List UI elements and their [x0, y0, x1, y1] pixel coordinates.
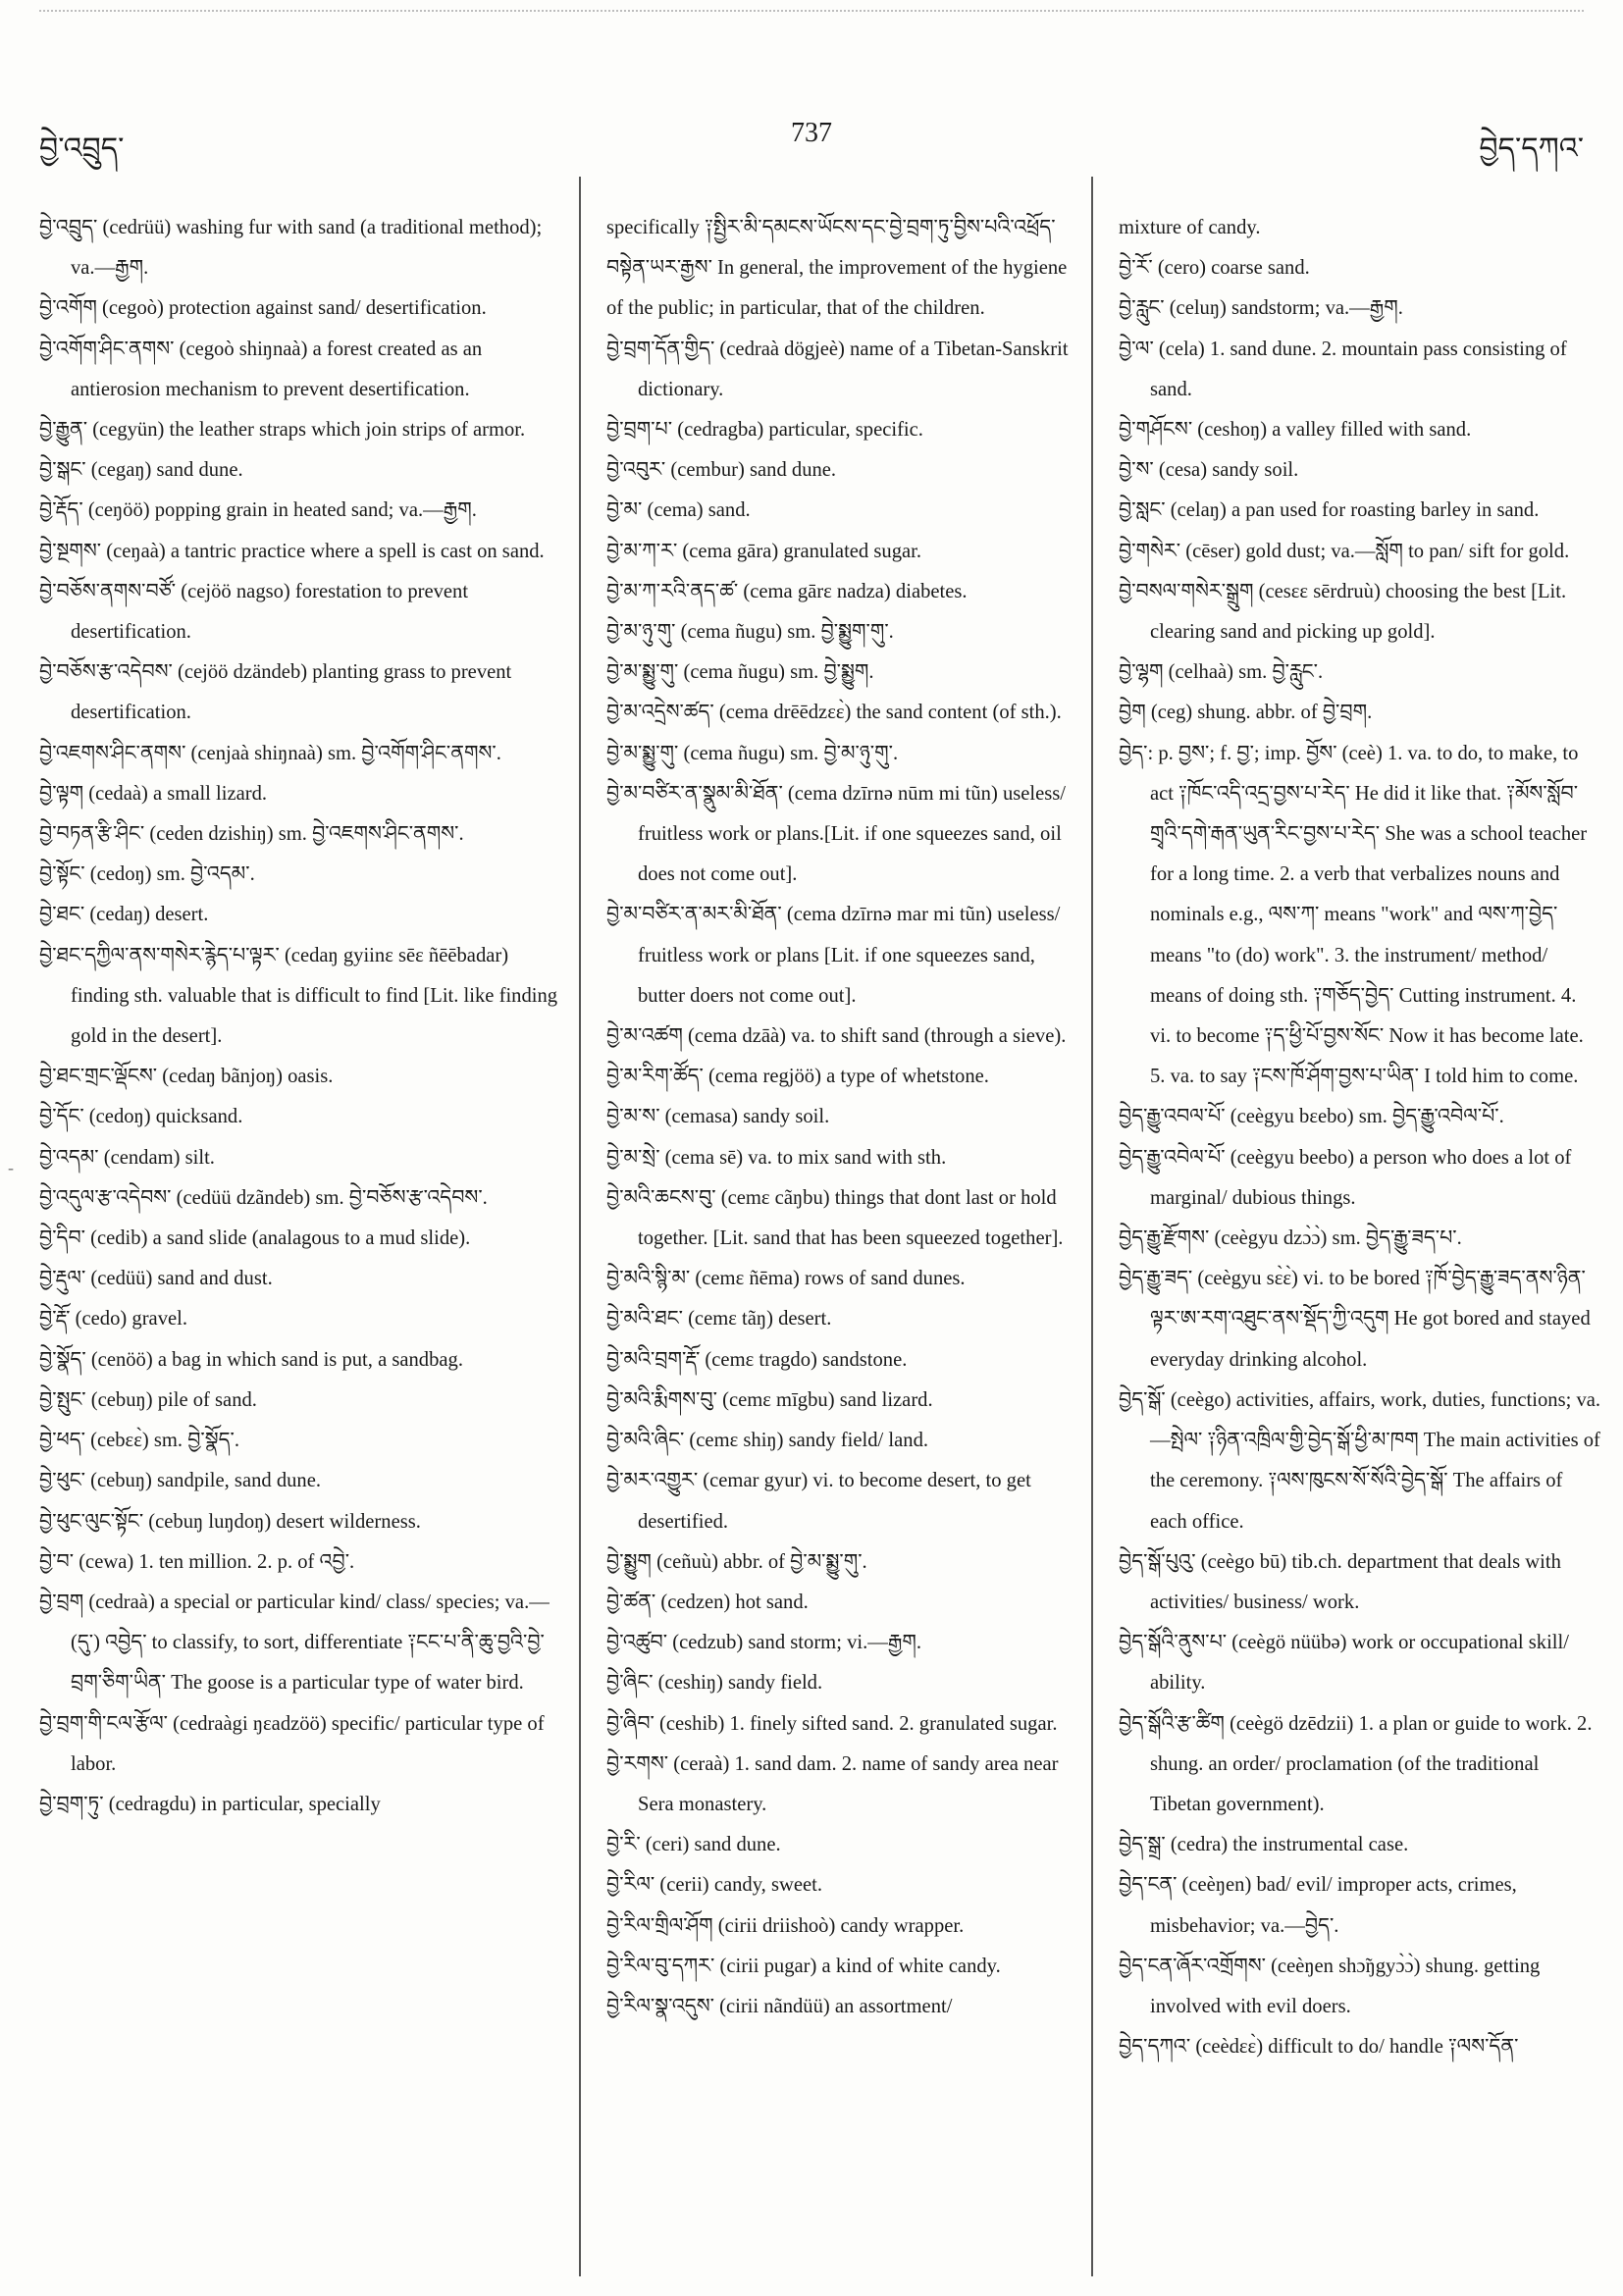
- dictionary-entry: བྱེ་བྲག་པ་ (cedragba) particular, specific.: [606, 419, 923, 442]
- dictionary-entry: བྱེ་རྡོད་ (ceŋöö) popping grain in heated sand; va.—རྒྱག.: [39, 499, 477, 522]
- dictionary-entry: བྱེ་མ་སྨྱུ་གུ་ (cema ñugu) sm. བྱེ་མ་ཉུ་གུ་.: [606, 742, 899, 764]
- dictionary-entry: བྱེ་མའི་བྲག་རྡོ་ (cemɛ tragdo) sandstone.: [606, 1348, 908, 1371]
- dictionary-entry: བྱེ་རིལ་བུ་དཀར་ (cirii pugar) a kind of white candy.: [606, 1955, 1001, 1977]
- dictionary-entry: བྱེ་ཐང་ (cedaŋ) desert.: [39, 904, 209, 926]
- dictionary-entry: བྱེ་འབུར་ (cembur) sand dune.: [606, 459, 837, 482]
- dictionary-entry: བྱེ་མའི་ཞིང་ (cemɛ shiŋ) sandy field/ land.: [606, 1430, 929, 1452]
- dictionary-entry: བྱེ་ལྟག (cedaà) a small lizard.: [39, 782, 268, 805]
- dictionary-entry: བྱེ་འདུལ་རྩ་འདེབས་ (cedüü dzãndeb) sm. བྱེ་བཅོས་རྩ་འདེབས་.: [39, 1186, 488, 1209]
- dictionary-column-3: [1119, 208, 1601, 2067]
- dictionary-entry: བྱེ་ཚན་ (cedzen) hot sand.: [606, 1591, 809, 1613]
- dictionary-entry: བྱེད་སྒོ་པུའུ་ (ceègo bū) tib.ch. department that deals with activities/ business/ work.: [1119, 1550, 1561, 1613]
- dictionary-entry: བྱེ་རིལ་ (cerii) candy, sweet.: [606, 1874, 822, 1897]
- dictionary-entry: བྱེ་མ་ཉུ་གུ་ (cema ñugu) sm. བྱེ་སྨྱུག་གུ་.: [606, 621, 894, 644]
- dictionary-entry: བྱེ་མ་རིག་ཚོད་ (cema regjöö) a type of whetstone.: [606, 1066, 989, 1088]
- dictionary-entry: བྱེ་ཕུང་ལུང་སྟོང་ (cebuŋ luŋdoŋ) desert wilderness.: [39, 1510, 421, 1533]
- dictionary-entry: བྱེ་རླུང་ (celuŋ) sandstorm; va.—རྒྱག.: [1119, 297, 1403, 320]
- dictionary-entry: བྱེ་རགས་ (ceraà) 1. sand dam. 2. name of sandy area near Sera monastery.: [606, 1752, 1059, 1815]
- dictionary-entry: བྱེད་: p. བྱས་; f. བྱ་; imp. བྱོས་ (ceè) 1. va. to do, to make, to act ༑ཁོང་འདི་འདྲ་བྱས་པ་རེད་ He did it like that. ༑མོས་སློབ་གྲྭའི་དགེ་རྒན་ཡུན་རིང་བྱས་པ་རེད་ She was a school teacher for a long time. 2. a verb that verbalizes nouns and nominals e.g., ལས་ཀ་ means "work" and ལས་ཀ་བྱེད་ means "to (do) work". 3. the instrument/ method/ means of doing sth. ༑གཅོད་བྱེད་ Cutting instrument. 4. vi. to become ༑ད་ཕྱི་པོ་བྱས་སོང་ Now it has become late. 5. va. to say ༑ངས་ཁོ་ཤོག་བྱས་པ་ཡིན་ I told him to come.: [1119, 742, 1588, 1088]
- dictionary-entry: བྱེ་རོ་ (cero) coarse sand.: [1119, 257, 1310, 280]
- dictionary-entry: བྱེ་བཏན་རྩི་ཤིང་ (ceden dzishiŋ) sm. བྱེ་འཇགས་ཤིང་ནགས་.: [39, 823, 464, 846]
- dictionary-entry: བྱེ་མ་བཙིར་ན་མར་མི་ཐོན་ (cema dzīrnə mar mi tũn) useless/ fruitless work or plans [Lit. if one squeezes sand, butter doers not come out].: [606, 904, 1061, 1007]
- dictionary-entry: བྱེ་དིབ་ (cedib) a sand slide (analagous to a mud slide).: [39, 1227, 471, 1250]
- dictionary-entry: བྱེ་མ་འདྲེས་ཚད་ (cema drēēdzɛɛ̀) the sand content (of sth.).: [606, 702, 1062, 724]
- dictionary-entry: བྱེ་མ་སྨྱུ་གུ་ (cema ñugu) sm. བྱེ་སྨྱུག.: [606, 661, 874, 684]
- dictionary-entry: བྱེ་འདམ་ (cendam) silt.: [39, 1146, 215, 1169]
- dictionary-entry: བྱེ་སྒང་ (cegaŋ) sand dune.: [39, 459, 243, 482]
- dictionary-entry: བྱེད་རྒྱུ་འབལ་པོ་ (ceègyu bɛebo) sm. བྱེད་རྒྱུ་འབེལ་པོ་.: [1119, 1106, 1504, 1128]
- dictionary-entry: བྱེ་མ་ས་ (cemasa) sandy soil.: [606, 1106, 830, 1128]
- dictionary-entry: བྱེ་འཚུབ་ (cedzub) sand storm; vi.—རྒྱག.: [606, 1632, 921, 1654]
- dictionary-entry: བྱེ་སྔགས་ (ceŋaà) a tantric practice where a spell is cast on sand.: [39, 540, 545, 562]
- dictionary-entry: བྱེ་རྡོ་ (cedo) gravel.: [39, 1308, 187, 1331]
- dictionary-entry: བྱེ་སྤུང་ (cebuŋ) pile of sand.: [39, 1388, 257, 1411]
- dictionary-entry: བྱེ་ལ་ (cela) 1. sand dune. 2. mountain pass consisting of sand.: [1119, 338, 1567, 400]
- dictionary-entry: བྱེ་འབྲུད་ (cedrüü) washing fur with sand (a traditional method); va.—རྒྱག.: [39, 217, 543, 280]
- dictionary-entry: བྱེ་རྡུལ་ (cedüü) sand and dust.: [39, 1268, 273, 1290]
- left-margin-mark: -: [8, 1158, 14, 1177]
- dictionary-entry: བྱེ་སྟོང་ (cedoŋ) sm. བྱེ་འདམ་.: [39, 863, 255, 886]
- dictionary-entry: བྱེ་ཞིབ་ (ceshib) 1. finely sifted sand. 2. granulated sugar.: [606, 1712, 1058, 1735]
- dictionary-column-2: [606, 208, 1073, 2027]
- dictionary-entry: བྱེ་འཇགས་ཤིང་ནགས་ (cenjaà shiŋnaà) sm. བྱེ་འགོག་ཤིང་ནགས་.: [39, 742, 501, 764]
- dictionary-entry: བྱེ་རི་ (ceri) sand dune.: [606, 1834, 781, 1856]
- dictionary-entry: བྱེ་ཕུང་ (cebuŋ) sandpile, sand dune.: [39, 1470, 322, 1492]
- dictionary-entry: བྱེ་བྲག་དོན་གྱིད་ (cedraà dögjeè) name of a Tibetan-Sanskrit dictionary.: [606, 338, 1069, 400]
- dictionary-entry: བྱེ་ཐང་གྲང་ལྡོངས་ (cedaŋ bãnjoŋ) oasis.: [39, 1066, 334, 1088]
- dictionary-entry: བྱེ་མའི་རྨིགས་བུ་ (cemɛ mīgbu) sand lizard.: [606, 1388, 933, 1411]
- dictionary-entry: བྱེད་ངན་ཞོར་འགྲོགས་ (ceèŋen shɔ̃ŋgyɔ̀ɔ̀) shung. getting involved with evil doers.: [1119, 1955, 1541, 2017]
- dictionary-entry: བྱེ་གཤོངས་ (ceshoŋ) a valley filled with sand.: [1119, 419, 1472, 442]
- dictionary-entry: བྱེད་དཀའ་ (ceèdɛɛ̀) difficult to do/ handle ༑ལས་དོན་: [1119, 2036, 1519, 2059]
- dictionary-entry: བྱེ་བསལ་གསེར་སྒྲུག (cesɛɛ sērdruù) choosing the best [Lit. clearing sand and picking up gold].: [1119, 580, 1567, 644]
- header-right-guideword: བྱེད་དཀའ་: [1479, 132, 1584, 165]
- dictionary-entry: བྱེད་རྒྱུ་རྫོགས་ (ceègyu dzɔ̀ɔ̀) sm. བྱེད་རྒྱུ་ཟད་པ་.: [1119, 1227, 1462, 1250]
- dictionary-entry: བྱེ་འགོག (cegoò) protection against sand/ desertification.: [39, 297, 487, 320]
- dictionary-entry: བྱེ་མའི་ཆངས་བུ་ (cemɛ cãŋbu) things that dont last or hold together. [Lit. sand that has been squeezed together].: [606, 1186, 1064, 1250]
- dictionary-entry: བྱེ་བྲག (cedraà) a special or particular kind/ class/ species; va.—(དུ་) འབྱེད་ to classify, to sort, differentiate ༑ངང་པ་ནི་ཆུ་བྱའི་བྱེ་བྲག་ཅིག་ཡིན་ The goose is a particular type of water bird.: [39, 1591, 550, 1695]
- top-scan-border: [39, 10, 1584, 12]
- dictionary-entry: བྱེ་སླང་ (celaŋ) a pan used for roasting barley in sand.: [1119, 499, 1540, 522]
- dictionary-entry: བྱེ་དོང་ (cedoŋ) quicksand.: [39, 1106, 243, 1128]
- dictionary-entry: བྱེ་མ་ཀ་ར་ (cema gāra) granulated sugar.: [606, 540, 921, 562]
- dictionary-entry: བྱེད་རྒྱུ་ཟད་ (ceègyu sɛ̀ɛ̀) vi. to be bored ༑ཁོ་བྱེད་རྒྱུ་ཟད་ནས་ཉིན་ལྟར་ཨ་རག་འཐུང་ནས་སྡོད་ཀྱི་འདུག He got bored and stayed everyday drinking alcohol.: [1119, 1268, 1591, 1371]
- dictionary-entry: བྱེ་བ་ (cewa) 1. ten million. 2. p. of འབྱེ་.: [39, 1550, 355, 1573]
- dictionary-entry: བྱེ་ཐང་དཀྱིལ་ནས་གསེར་རྙེད་པ་ལྟར་ (cedaŋ gyiinɛ sēɛ ñēēbadar) finding sth. valuable that is difficult to find [Lit. like finding gold in the desert].: [39, 944, 558, 1048]
- dictionary-entry: བྱེ་མ་ (cema) sand.: [606, 499, 751, 522]
- dictionary-entry: བྱེ་ཞིང་ (ceshiŋ) sandy field.: [606, 1672, 823, 1695]
- dictionary-entry: བྱེ་རིལ་གྲིལ་ཤོག (cirii driishoò) candy wrapper.: [606, 1914, 965, 1937]
- dictionary-entry: བྱེད་ངན་ (ceèŋen) bad/ evil/ improper acts, crimes, misbehavior; va.—བྱེད་.: [1119, 1874, 1517, 1937]
- dictionary-entry: བྱེ་བཅོས་རྩ་འདེབས་ (cejöö dzändeb) planting grass to prevent desertification.: [39, 661, 512, 724]
- dictionary-entry: བྱེ་རིལ་སྣ་འདུས་ (cirii nãndüü) an assortment/: [606, 1995, 953, 2017]
- dictionary-entry: བྱེ་ཕད་ (cebɛɛ̀) sm. བྱེ་སྣོད་.: [39, 1430, 240, 1452]
- dictionary-entry: བྱེ་མར་འགྱུར་ (cemar gyur) vi. to become desert, to get desertified.: [606, 1470, 1031, 1533]
- dictionary-entry: བྱེད་སྒྲ་ (cedra) the instrumental case.: [1119, 1834, 1409, 1856]
- dictionary-entry: བྱེ་འགོག་ཤིང་ནགས་ (cegoò shiŋnaà) a forest created as an antierosion mechanism to prevent desertification.: [39, 338, 483, 400]
- column-divider-2: [1091, 177, 1093, 2276]
- dictionary-entry: mixture of candy.: [1119, 217, 1261, 238]
- dictionary-entry: བྱེ་མ་སྲེ་ (cema sē) va. to mix sand with sth.: [606, 1146, 947, 1169]
- dictionary-entry: བྱེ་བཅོས་ནགས་བཙོ་ (cejöö nagso) forestation to prevent desertification.: [39, 580, 469, 644]
- dictionary-entry: བྱེད་རྒྱུ་འབེལ་པོ་ (ceègyu beebo) a person who does a lot of marginal/ dubious things.: [1119, 1146, 1572, 1209]
- dictionary-entry: བྱེ་རྒྱུན་ (cegyün) the leather straps which join strips of armor.: [39, 419, 526, 442]
- column-divider-1: [579, 177, 581, 2276]
- dictionary-entry: བྱེ་བྲག་ཏུ་ (cedragdu) in particular, specially: [39, 1793, 381, 1815]
- header-left-guideword: བྱེ་འབྲུད་: [39, 132, 125, 165]
- dictionary-entry: བྱེ་སྨྱུག (ceñuù) abbr. of བྱེ་མ་སྨྱུ་གུ་.: [606, 1550, 867, 1573]
- dictionary-entry: བྱེ་གསེར་ (cēser) gold dust; va.—སློག to pan/ sift for gold.: [1119, 540, 1570, 562]
- dictionary-entry: བྱེ་ས་ (cesa) sandy soil.: [1119, 459, 1299, 482]
- dictionary-entry: specifically ༑སྤྱིར་མི་དམངས་ཡོངས་དང་བྱེ་བྲག་ཏུ་བྱིས་པའི་འཕྲོད་བསྟེན་ཡར་རྒྱས་ In general, the improvement of the hygiene of the public; in particular, that of the children.: [606, 217, 1068, 320]
- dictionary-entry: བྱེ་མའི་ཐང་ (cemɛ tãŋ) desert.: [606, 1308, 832, 1331]
- dictionary-entry: བྱེད་སྒོའི་རྩ་ཚིག (ceègö dzēdzii) 1. a plan or guide to work. 2. shung. an order/ proclamation (of the traditional Tibetan government).: [1119, 1712, 1593, 1815]
- dictionary-entry: བྱེ་མ་ཀ་རའི་ནད་ཚ་ (cema gārɛ nadza) diabetes.: [606, 580, 968, 602]
- dictionary-entry: བྱེ་མ་བཙིར་ན་སྣུམ་མི་ཐོན་ (cema dzīrnə nūm mi tũn) useless/ fruitless work or plans.[Lit. if one squeezes sand, oil does not come out].: [606, 782, 1067, 886]
- dictionary-entry: བྱེད་སྒོའི་ནུས་པ་ (ceègö nüübə) work or occupational skill/ ability.: [1119, 1632, 1569, 1695]
- dictionary-entry: བྱེ་མའི་སྙི་མ་ (cemɛ ñēma) rows of sand dunes.: [606, 1268, 966, 1290]
- dictionary-entry: བྱེ་ལྷག (celhaà) sm. བྱེ་རླུང་.: [1119, 661, 1324, 684]
- dictionary-entry: བྱེ་སྣོད་ (cenöö) a bag in which sand is put, a sandbag.: [39, 1348, 463, 1371]
- dictionary-entry: བྱེ་མ་འཚག (cema dzāà) va. to shift sand (through a sieve).: [606, 1025, 1067, 1048]
- dictionary-column-1: [39, 208, 569, 1825]
- dictionary-entry: བྱེད་སྒོ་ (ceègo) activities, affairs, work, duties, functions; va.—སྤེལ་ ༑ཉིན་འཁྲིལ་གྱི་བྱེད་སྒོ་ཕྱི་མ་ཁག The main activities of the ceremony. ༑ལས་ཁུངས་སོ་སོའི་བྱེད་སྒོ་ The affairs of each office.: [1119, 1388, 1601, 1533]
- page-number: 737: [791, 118, 832, 148]
- dictionary-entry: བྱེག (ceg) shung. abbr. of བྱེ་བྲག.: [1119, 702, 1373, 724]
- dictionary-entry: བྱེ་བྲག་གི་ངལ་རྩོལ་ (cedraàgi ŋɛadzöö) specific/ particular type of labor.: [39, 1712, 545, 1775]
